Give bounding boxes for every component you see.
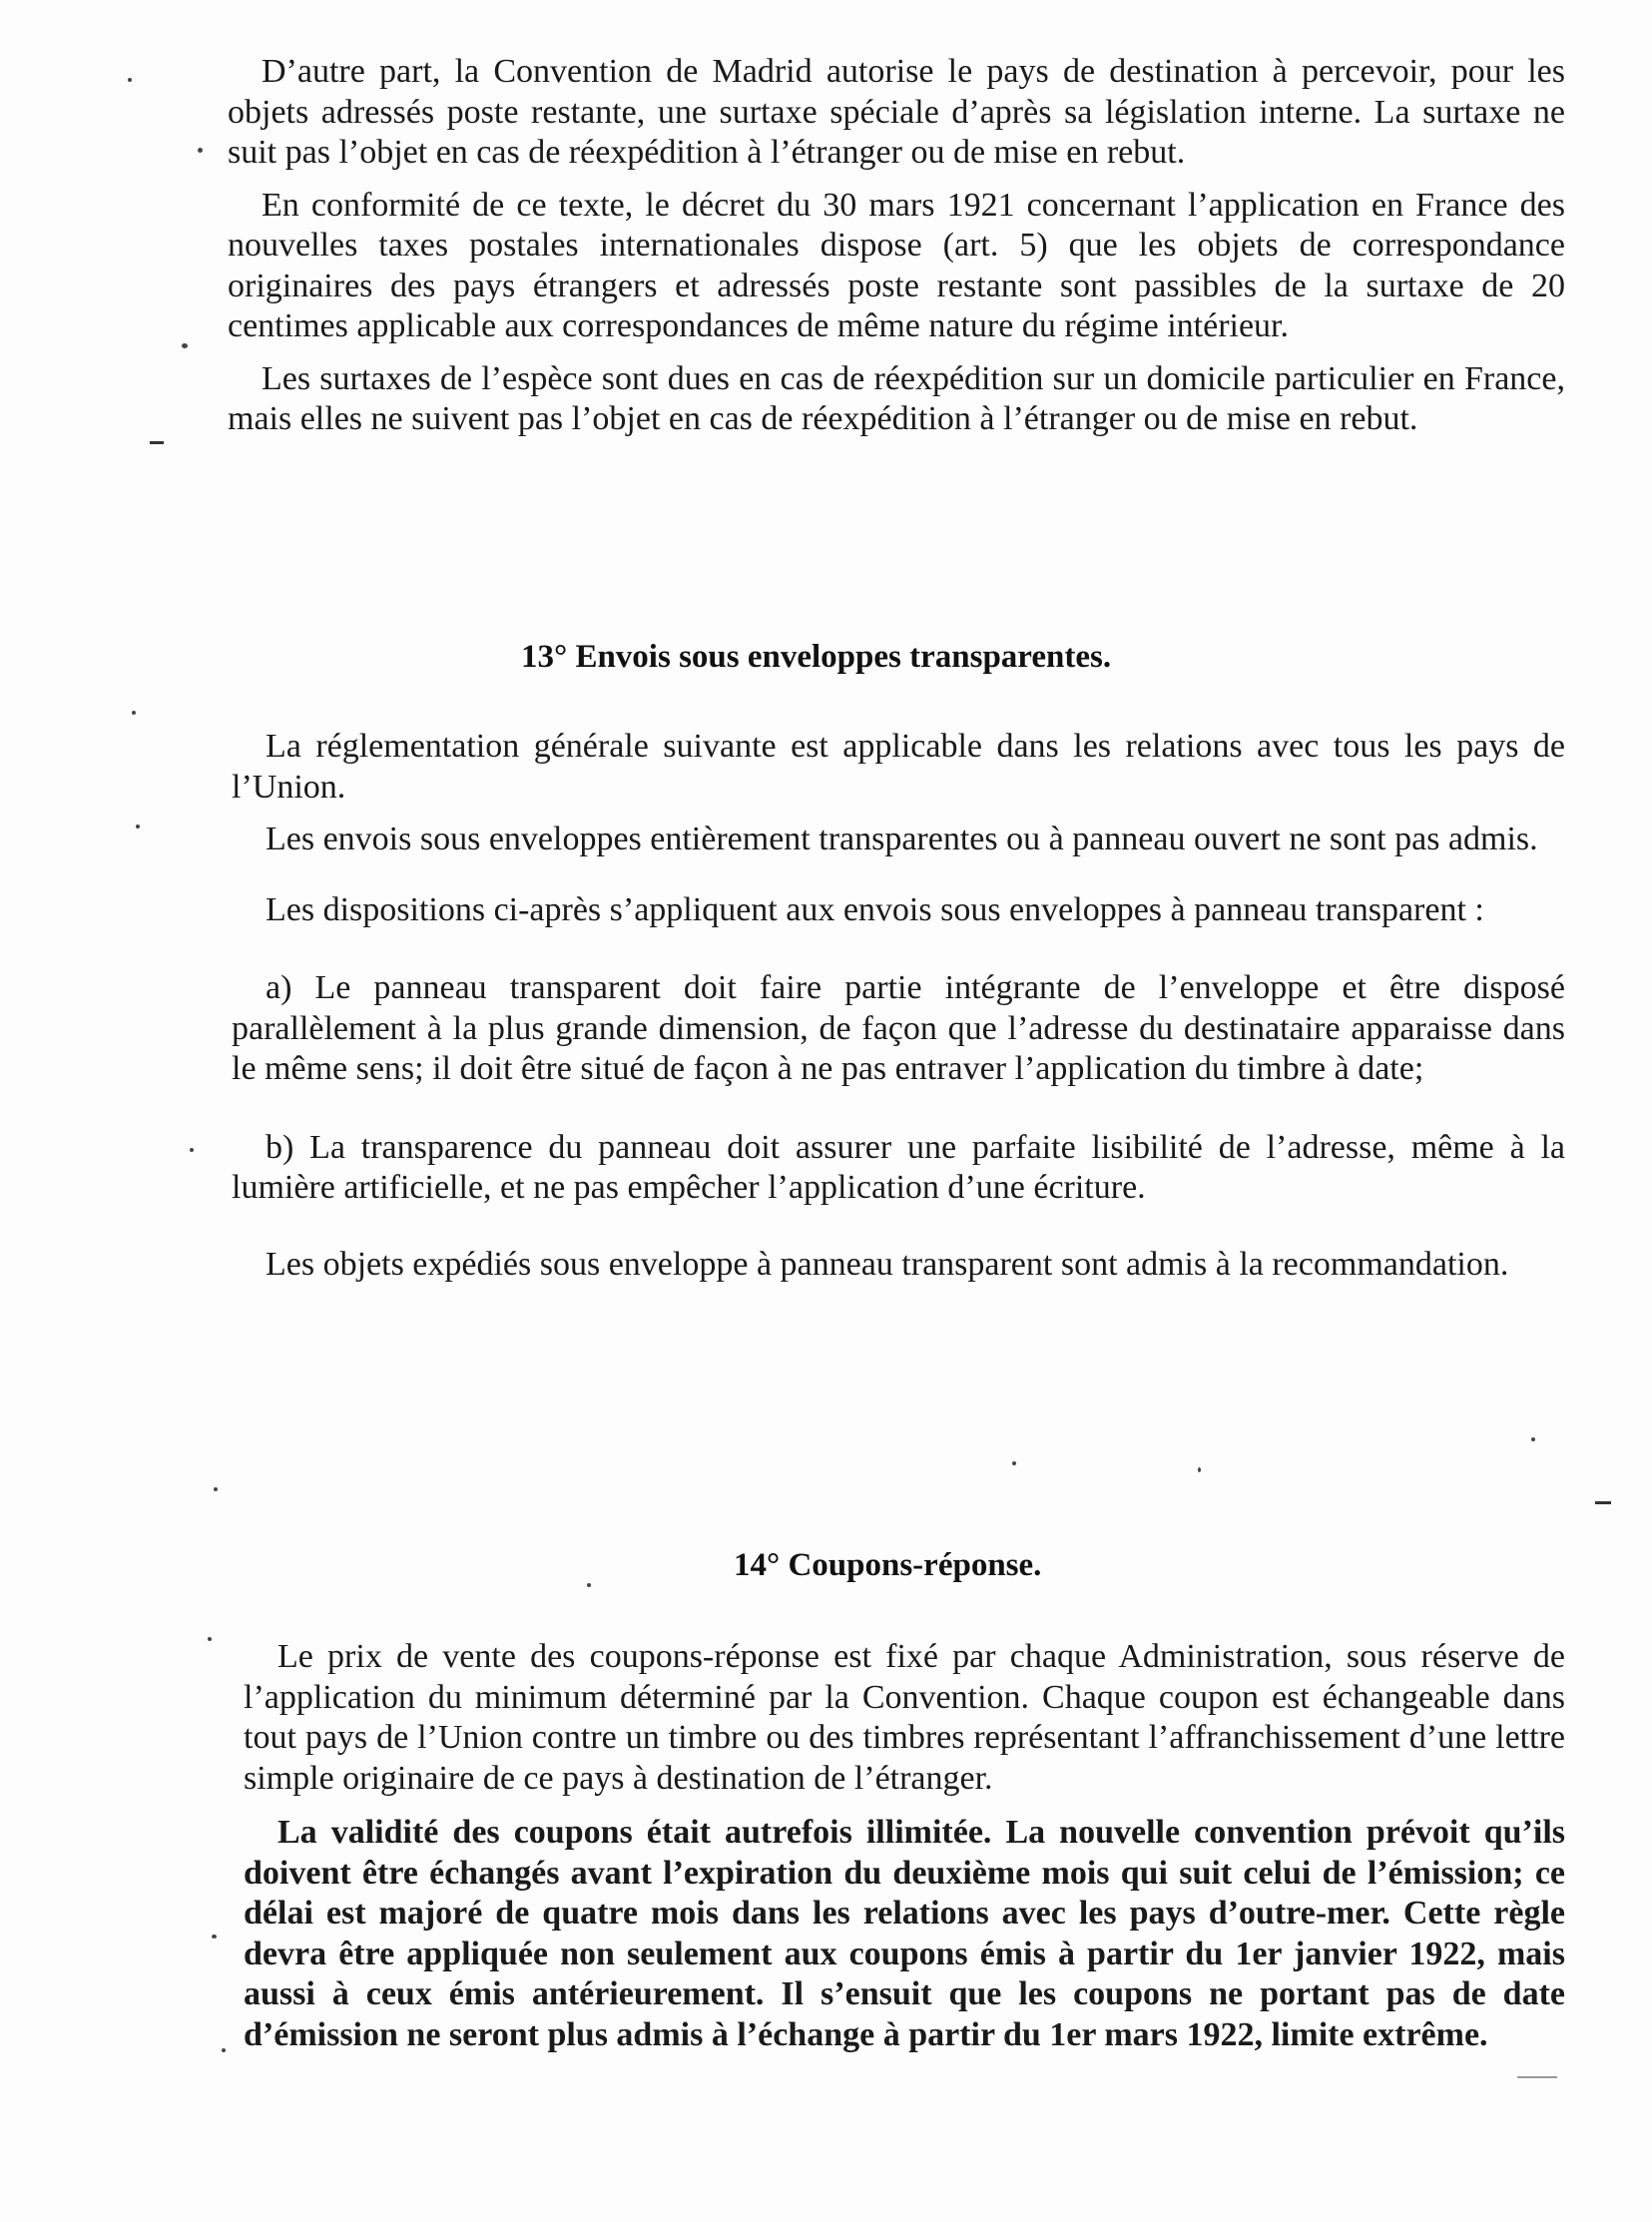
paragraph-item-b: b) La transparence du panneau doit assurer une parfaite lisibilité de l’adresse, même à la lumière artificielle, et ne pas empêcher l’application d’une écriture. [232,1128,1565,1206]
section-13-heading: 13° Envois sous enveloppes transparentes. [521,639,1112,675]
scan-speck [128,78,132,82]
paragraph-recommandation: Les objets expédiés sous enveloppe à panneau transparent sont admis à la recommandation. [266,1245,1509,1283]
scan-speck [182,343,188,348]
paragraph-item-a: a) Le panneau transparent doit faire partie intégrante de l’enveloppe et être disposé parallèlement à la plus grande dimension, de façon que l’adresse du destinataire apparaisse dans le même sens; il doit être situé de façon à ne pas entraver l’application du timbre à date; [232,969,1565,1087]
paragraph-madrid-convention: D’autre part, la Convention de Madrid autorise le pays de destination à percevoir, pour les objets adressés poste restante, une surtaxe spéciale d’après sa législation interne. La surtaxe ne suit pas l’objet en cas de réexpédition à l’étranger ou de mise en rebut. [228,53,1565,171]
section-14-heading: 14° Coupons-réponse. [734,1547,1042,1583]
scan-speck [132,711,136,715]
scan-speck [587,1583,591,1587]
scan-speck [208,1637,212,1641]
scan-speck [1012,1461,1016,1465]
section-14-text-block [244,1637,1565,2055]
paragraph-general-regulation: La réglementation générale suivante est applicable dans les relations avec tous les pays de l’Union. [232,728,1565,806]
paragraph-not-admitted: Les envois sous enveloppes entièrement transparentes ou à panneau ouvert ne sont pas admis. [266,821,1538,857]
scan-speck [1198,1467,1201,1472]
paragraph-surtaxes-reexpedition: Les surtaxes de l’espèce sont dues en cas de réexpédition sur un domicile particulier en France, mais elles ne suivent pas l’objet en cas de réexpédition à l’étranger ou de mise en rebut. [228,359,1565,437]
paragraph-decree-1921: En conformité de ce texte, le décret du 30 mars 1921 concernant l’application en France des nouvelles taxes postales internationales dispose (art. 5) que les objets de correspondance originaires des pays étrangers et adressés poste restante sont passibles de la surtaxe de 20 centimes applicable aux correspondances de même nature du régime intérieur. [228,186,1565,344]
paragraph-coupon-price: Le prix de vente des coupons-réponse est fixé par chaque Administration, sous réserve de l’application du minimum déterminé par la Convention. Chaque coupon est échangeable dans tout pays de l’Union contre un timbre ou des timbres représentant l’affranchissement d’une lettre simple originaire de ce pays à destination de l’étranger. [244,1638,1565,1797]
scan-speck [1595,1501,1611,1504]
scan-speck [222,2048,226,2052]
section-13-text-block [232,727,1565,1285]
paragraph-coupon-validity: La validité des coupons était autrefois illimitée. La nouvelle convention prévoit qu’ils doivent être échangés avant l’expiration du deuxième mois qui suit celui de l’émission; ce délai est majoré de quatre mois dans les relations avec les pays d’outre-mer. Cette règle devra être appliquée non seulement aux coupons émis à partir du 1er janvier 1922, mais aussi à ceux émis antérieurement. Il s’ensuit que les coupons ne portant pas de date d’émission ne seront plus admis à l’échange à partir du 1er mars 1922, limite extrême. [244,1814,1565,2053]
scan-speck [1517,2076,1557,2078]
scan-speck [136,825,140,829]
intro-text-block [228,52,1565,440]
scan-speck [190,1148,194,1152]
paragraph-dispositions: Les dispositions ci-après s’appliquent aux envois sous enveloppes à panneau transparent : [266,890,1484,928]
scan-speck [198,148,203,153]
scan-speck [1531,1437,1535,1441]
scan-speck [214,1487,218,1491]
scan-speck [212,1935,217,1939]
scan-speck [150,441,164,444]
